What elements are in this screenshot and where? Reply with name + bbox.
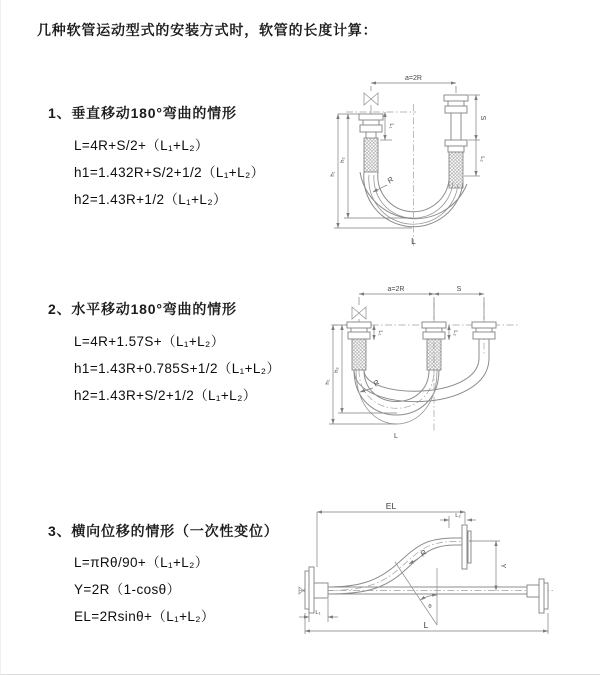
right-flange-fittings <box>444 95 468 188</box>
label-L: L <box>411 236 416 246</box>
left-flange-fitting <box>305 567 328 613</box>
label-R: R <box>385 174 396 186</box>
dimension-L <box>305 613 548 634</box>
section-2-heading: 2、水平移动180°弯曲的情形 <box>48 301 237 317</box>
section-3-formula-Y: Y=2R（1-cosθ） <box>74 582 181 597</box>
diagram-lateral-displacement <box>297 498 600 648</box>
label-L2: L₂ <box>452 330 458 336</box>
label-S: S <box>479 115 486 121</box>
label-a2R: a=2R <box>387 286 405 293</box>
label-theta: θ <box>428 604 432 610</box>
label-a2R: a=2R <box>405 75 422 82</box>
hose-curves <box>354 358 489 424</box>
dimension-L1 <box>374 325 383 340</box>
dimension-span-a2R <box>359 286 434 320</box>
label-h2: h₂ <box>334 367 340 373</box>
diagram-horizontal-180-bend <box>313 282 583 452</box>
left-flange-fitting <box>359 114 383 172</box>
dimension-EL <box>317 501 465 567</box>
section-3-heading: 3、横向位移的情形（一次性变位） <box>48 523 279 539</box>
label-EL: EL <box>385 501 397 511</box>
dimension-S <box>468 95 486 140</box>
dimension-L2 <box>440 513 476 528</box>
label-L1: L₁ <box>377 330 383 336</box>
dimension-span-a2R <box>371 75 456 93</box>
label-h1: h₁ <box>330 171 336 177</box>
radius-callout <box>373 175 396 192</box>
page-title: 几种软管运动型式的安装方式时，软管的长度计算： <box>37 22 378 38</box>
label-L: L <box>423 620 429 630</box>
section-2-formula-h2: h2=1.43R+S/2+1/2（L₁+L₂） <box>74 388 257 403</box>
radius-callout <box>409 548 429 564</box>
upper-flange-fitting <box>462 525 471 569</box>
section-1-heading: 1、垂直移动180°弯曲的情形 <box>48 105 237 121</box>
dimension-Y <box>469 541 506 591</box>
section-2-formula-L: L=4R+1.57S+（L₁+L₂） <box>74 334 225 349</box>
section-1-formula-h1: h1=1.432R+S/2+1/2（L₁+L₂） <box>74 165 265 180</box>
section-2-formula-h1: h1=1.43R+0.785S+1/2（L₁+L₂） <box>74 361 281 376</box>
diagram-vertical-180-bend <box>316 68 576 253</box>
right-flange-fitting <box>527 579 548 613</box>
dimension-L2 <box>449 325 458 340</box>
section-1-formula-L: L=4R+S/2+（L₁+L₂） <box>74 138 209 153</box>
label-L2: L₂ <box>455 513 461 519</box>
label-R: R <box>418 547 429 559</box>
middle-flange-fitting <box>422 322 446 370</box>
label-L1: L₁ <box>315 610 321 616</box>
label-Y: Y <box>499 563 506 569</box>
dimension-S <box>434 286 484 320</box>
section-3-formula-EL: EL=2Rsinθ+（L₁+L₂） <box>74 609 215 624</box>
label-h2: h₂ <box>340 157 346 163</box>
label-R: R <box>371 377 382 389</box>
left-flange-fitting <box>347 322 371 370</box>
valve-icon <box>352 307 366 322</box>
section-1-formula-h2: h2=1.43R+1/2（L₁+L₂） <box>74 192 227 207</box>
hose-curves <box>328 538 527 594</box>
label-h1: h₁ <box>325 379 331 385</box>
label-L2: L₂ <box>479 156 485 162</box>
label-S: S <box>456 286 462 293</box>
label-L: L <box>394 433 398 440</box>
valve-icon <box>364 93 378 114</box>
section-3-formula-L: L=πRθ/90+（L₁+L₂） <box>74 555 209 570</box>
label-L1: L₁ <box>388 123 394 129</box>
